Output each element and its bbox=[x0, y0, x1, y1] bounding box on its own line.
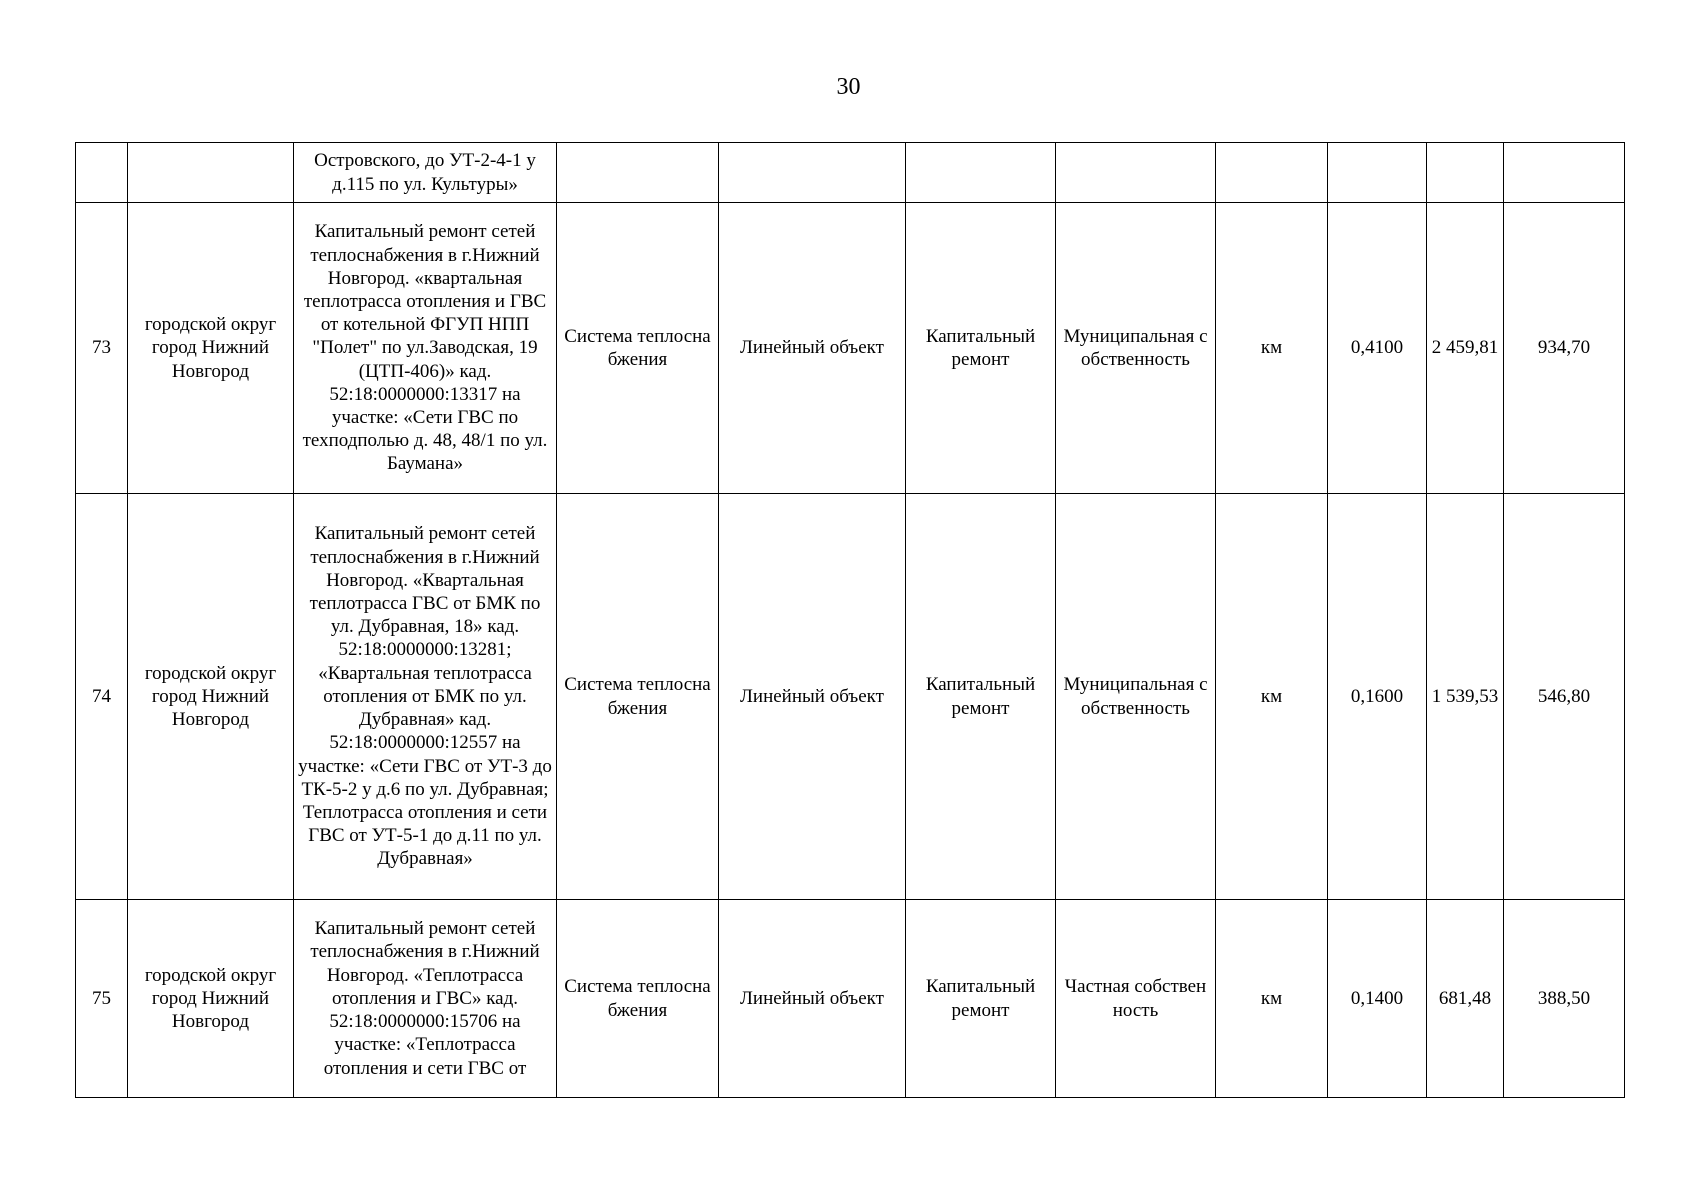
cell-unit: км bbox=[1216, 494, 1328, 900]
cell-unit bbox=[1216, 143, 1328, 203]
cell-object-type bbox=[719, 143, 906, 203]
cell-unit: км bbox=[1216, 203, 1328, 494]
cell-description: Капитальный ремонт сетей теплоснабжения в г.Нижний Новгород. «Теплотрасса отопления и ГВС» кад. 52:18:0000000:15706 на участке: «Теплотрасса отопления и сети ГВС от bbox=[294, 900, 557, 1098]
cell-value: 934,70 bbox=[1504, 203, 1625, 494]
cell-system: Система теплоснабжения bbox=[557, 494, 719, 900]
cell-length: 0,4100 bbox=[1328, 203, 1427, 494]
cell-description: Капитальный ремонт сетей теплоснабжения в г.Нижний Новгород. «Квартальная теплотрасса ГВС от БМК по ул. Дубравная, 18» кад. 52:18:0000000:13281; «Квартальная теплотрасса отопления от БМК по ул. Дубравная» кад. 52:18:0000000:12557 на участке: «Сети ГВС от УТ-3 до ТК-5-2 у д.6 по ул. Дубравная; Теплотрасса отопления и сети ГВС от УТ-5-1 до д.11 по ул. Дубравная» bbox=[294, 494, 557, 900]
cell-description: Островского, до УТ-2-4-1 у д.115 по ул. Культуры» bbox=[294, 143, 557, 203]
cell-municipality bbox=[128, 143, 294, 203]
cell-ownership: Муниципальная собственность bbox=[1056, 494, 1216, 900]
cell-object-type: Линейный объект bbox=[719, 203, 906, 494]
cell-num: 74 bbox=[76, 494, 128, 900]
cell-ownership: Муниципальная собственность bbox=[1056, 203, 1216, 494]
cell-value: 546,80 bbox=[1504, 494, 1625, 900]
cell-cost: 681,48 bbox=[1427, 900, 1504, 1098]
cell-ownership: Частная собственность bbox=[1056, 900, 1216, 1098]
cell-num bbox=[76, 143, 128, 203]
cell-value bbox=[1504, 143, 1625, 203]
cell-object-type: Линейный объект bbox=[719, 494, 906, 900]
cell-cost: 2 459,81 bbox=[1427, 203, 1504, 494]
cell-work-type: Капитальный ремонт bbox=[906, 900, 1056, 1098]
cell-value: 388,50 bbox=[1504, 900, 1625, 1098]
repair-objects-table bbox=[75, 142, 1625, 1098]
cell-length: 0,1600 bbox=[1328, 494, 1427, 900]
cell-work-type: Капитальный ремонт bbox=[906, 494, 1056, 900]
cell-system: Система теплоснабжения bbox=[557, 203, 719, 494]
cell-system: Система теплоснабжения bbox=[557, 900, 719, 1098]
cell-system bbox=[557, 143, 719, 203]
table-row bbox=[76, 203, 1625, 494]
cell-municipality: городской округ город Нижний Новгород bbox=[128, 203, 294, 494]
cell-municipality: городской округ город Нижний Новгород bbox=[128, 900, 294, 1098]
cell-object-type: Линейный объект bbox=[719, 900, 906, 1098]
cell-num: 75 bbox=[76, 900, 128, 1098]
page-number: 30 bbox=[836, 74, 861, 100]
cell-description: Капитальный ремонт сетей теплоснабжения в г.Нижний Новгород. «квартальная теплотрасса отопления и ГВС от котельной ФГУП НПП "Полет" по ул.Заводская, 19 (ЦТП-406)» кад. 52:18:0000000:13317 на участке: «Сети ГВС по техподполью д. 48, 48/1 по ул. Баумана» bbox=[294, 203, 557, 494]
table-row bbox=[76, 494, 1625, 900]
table-row-continuation bbox=[76, 143, 1625, 203]
cell-ownership bbox=[1056, 143, 1216, 203]
cell-num: 73 bbox=[76, 203, 128, 494]
cell-length: 0,1400 bbox=[1328, 900, 1427, 1098]
cell-work-type: Капитальный ремонт bbox=[906, 203, 1056, 494]
cell-length bbox=[1328, 143, 1427, 203]
cell-unit: км bbox=[1216, 900, 1328, 1098]
cell-work-type bbox=[906, 143, 1056, 203]
cell-cost bbox=[1427, 143, 1504, 203]
table-row bbox=[76, 900, 1625, 1098]
cell-cost: 1 539,53 bbox=[1427, 494, 1504, 900]
cell-municipality: городской округ город Нижний Новгород bbox=[128, 494, 294, 900]
